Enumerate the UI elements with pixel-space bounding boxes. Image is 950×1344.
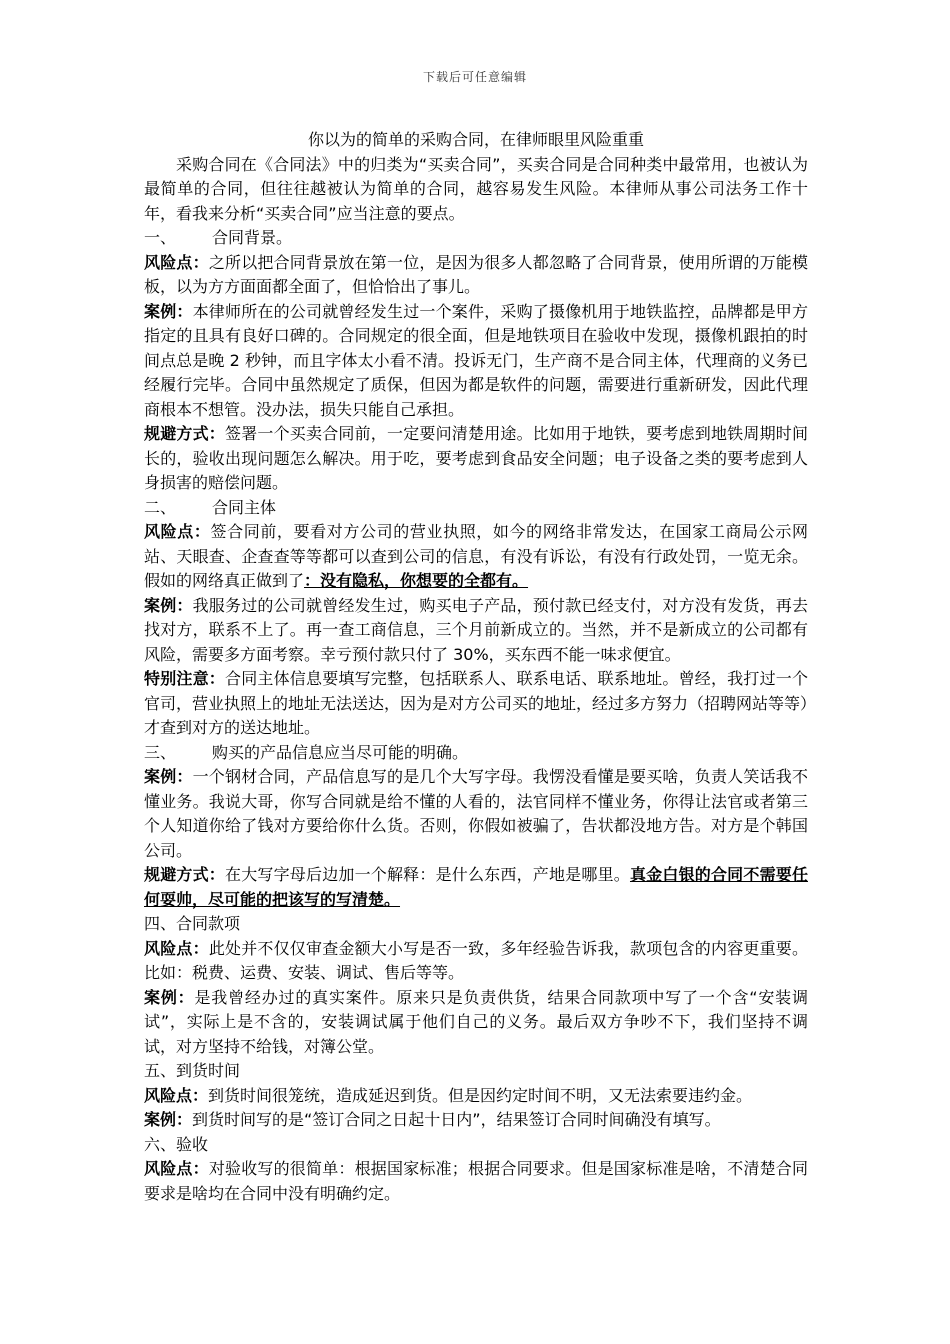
case-label: 案例： [144,301,193,321]
section-2-note [144,667,808,741]
case-text: 本律师所在的公司就曾经发生过一个案件，采购了摄像机用于地铁监控，品牌都是甲方指定的且具有良好口碑的。合同规定的很全面，但是地铁项目在验收中发现，摄像机跟拍的时间点总是晚 2 秒钟，而且字体太小看不清。投诉无门，生产商不是合同主体，代理商的义务已经履行完毕。合同中虽然规定了质保，但因为都是软件的问题，需要进行重新研发，因此代理商根本不想管。没办法，损失只能自己承担。 [144,301,808,419]
section-5-case [144,1108,808,1133]
case-label: 案例： [144,987,195,1007]
section-4-case [144,986,808,1060]
intro-paragraph: 采购合同在《合同法》中的归类为“买卖合同”，买卖合同是合同种类中最常用，也被认为最简单的合同，但往往越被认为简单的合同，越容易发生风险。本律师从事公司法务工作十年，看我来分析“买卖合同”应当注意的要点。 [144,154,808,223]
risk-label: 风险点： [144,252,209,272]
risk-text: 到货时间很笼统，造成延迟到货。但是因约定时间不明，又无法索要违约金。 [208,1085,753,1105]
risk-text: 之所以把合同背景放在第一位，是因为很多人都忽略了合同背景，使用所谓的万能模板，以为方方面面都全面了，但恰恰出了事儿。 [144,252,808,296]
case-label: 案例： [144,595,193,615]
note-text: 合同主体信息要填写完整，包括联系人、联系电话、联系地址。曾经，我打过一个官司，营业执照上的地址无法送达，因为是对方公司买的地址，经过多方努力（招聘网站等等）才查到对方的送达地址。 [144,669,809,737]
avoid-label: 规避方式： [144,424,225,443]
section-1-avoid [144,422,808,496]
section-6-heading: 六、验收 [144,1134,209,1154]
case-text: 一个钢材合同，产品信息写的是几个大写字母。我愣没看懂是要买啥，负责人笑话我不懂业务。我说大哥，你写合同就是给不懂的人看的，法官同样不懂业务，你得让法官或者第三个人知道你给了钱对方要给你什么货。否则，你假如被骗了，告状都没地方告。对方是个韩国公司。 [144,767,808,860]
risk-text: 对验收写的很简单：根据国家标准；根据合同要求。但是国家标准是啥，不清楚合同要求是啥均在合同中没有明确约定。 [144,1159,808,1203]
section-4-heading: 四、合同款项 [144,914,241,933]
case-label: 案例： [144,767,193,786]
page-header: 下载后可任意编辑 [422,70,527,84]
risk-text: 签合同前，要看对方公司的营业执照，如今的网络非常发达，在国家工商局公示网站、天眼查、企查查等等都可以查到公司的信息，有没有诉讼，有没有行政处罚，一览无余。假如的网络真正做到了 [144,522,808,590]
note-label: 特别注意： [144,669,225,688]
risk-label: 风险点： [144,1159,209,1178]
section-title: 购买的产品信息应当尽可能的明确。 [212,742,469,762]
risk-label: 风险点： [144,1085,209,1105]
section-6-risk [144,1157,808,1206]
risk-text: 此处并不仅仅审查金额大小写是否一致，多年经验告诉我，款项包含的内容更重要。比如：税费、运费、安装、调试、售后等等。 [144,938,808,982]
section-2-heading [144,496,808,521]
case-text: 我服务过的公司就曾经发生过，购买电子产品，预付款已经支付，对方没有发货，再去找对方，联系不上了。再一查工商信息，三个月前新成立的。当然，并不是新成立的公司都有风险，需要多方面考察。幸亏预付款只付了 30%，买东西不能一味求便宜。 [144,595,808,664]
section-title: 合同背景。 [212,228,293,247]
risk-label: 风险点： [144,938,209,958]
section-1-heading [144,226,808,251]
avoid-emphasis: 真金白银的合同不需要任何耍帅，尽可能的把该写的写清楚。 [144,865,808,909]
section-5-risk [144,1084,808,1109]
risk-label: 风险点： [144,522,211,541]
section-4-risk [144,937,808,986]
section-3-heading [144,741,808,766]
avoid-label: 规避方式： [144,865,225,884]
section-2-case [144,594,808,668]
section-1-risk [144,251,808,300]
avoid-text: 在大写字母后边加一个解释：是什么东西，产地是哪里。 [225,865,630,884]
section-3-case [144,765,808,863]
document-body [144,128,808,1206]
section-2-risk [144,520,808,594]
document-title: 你以为的简单的采购合同，在律师眼里风险重重 [307,130,644,149]
section-number: 三、 [144,742,177,762]
avoid-text: 签署一个买卖合同前，一定要问清楚用途。比如用于地铁，要考虑到地铁周期时间长的，验收出现问题怎么解决。用于吃，要考虑到食品安全问题；电子设备之类的要考虑到人身损害的赔偿问题。 [144,424,808,492]
case-label: 案例： [144,1110,193,1129]
section-number: 一、 [144,228,177,247]
section-number: 二、 [144,497,177,517]
section-5-heading: 五、到货时间 [144,1061,241,1080]
risk-emphasis: ：没有隐私，你想要的全都有。 [304,571,529,590]
case-text: 到货时间写的是“签订合同之日起十日内”，结果签订合同时间确没有填写。 [192,1110,721,1129]
section-title: 合同主体 [212,497,277,517]
case-text: 是我曾经办过的真实案件。原来只是负责供货，结果合同款项中写了一个含“安装调试”，实际上是不含的，安装调试属于他们自己的义务。最后双方争吵不下，我们坚持不调试，对方坚持不给钱，对簿公堂。 [144,987,808,1056]
section-1-case [144,300,808,423]
section-3-avoid [144,863,808,912]
